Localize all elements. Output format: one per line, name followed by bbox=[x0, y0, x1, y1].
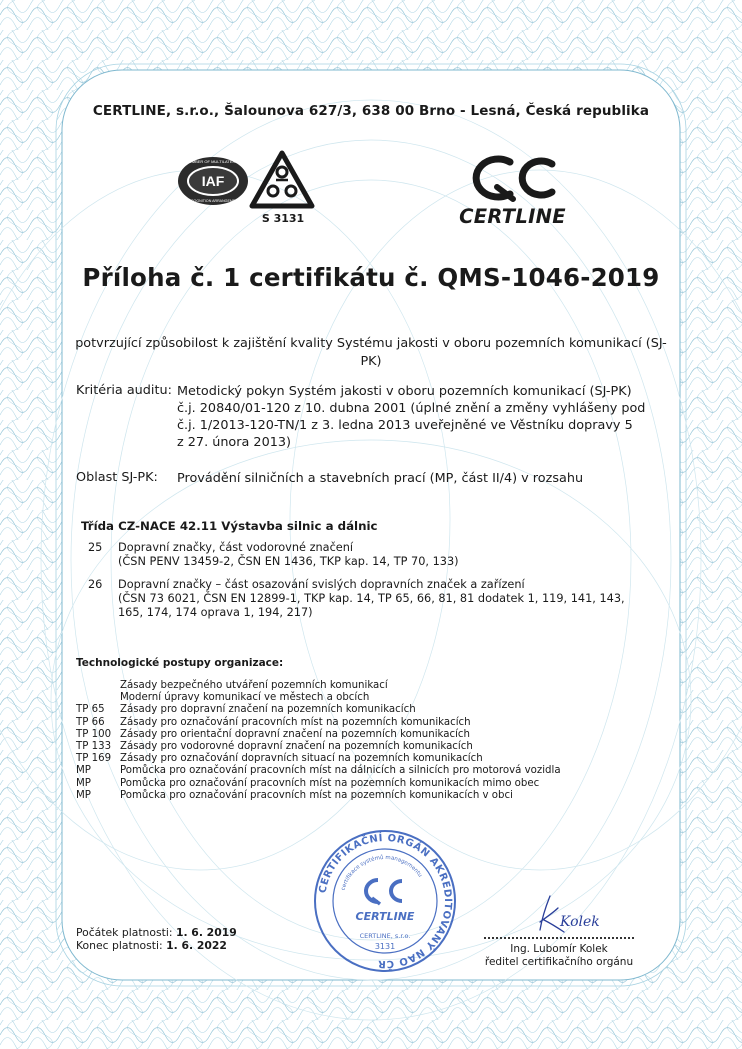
nace-item-code: 26 bbox=[88, 578, 103, 591]
iaf-ring-bottom: RECOGNITION ARRANGEMENT bbox=[185, 199, 241, 203]
procedure-text: Zásady pro orientační dopravní značení na pozemních komunikacích bbox=[120, 728, 470, 740]
criteria-label: Kritéria auditu: bbox=[76, 383, 172, 398]
iaf-logo-text: IAF bbox=[201, 173, 225, 189]
official-stamp bbox=[312, 828, 458, 974]
procedure-row bbox=[76, 790, 676, 802]
nace-item-text bbox=[118, 541, 658, 569]
procedure-row bbox=[76, 765, 676, 777]
stamp-number: 3131 bbox=[374, 942, 396, 951]
certline-brand-text: CERTLINE bbox=[459, 205, 566, 228]
procedure-text: Zásady bezpečného utváření pozemních komunikací bbox=[120, 680, 388, 691]
accreditation-number: S 3131 bbox=[261, 212, 305, 225]
issuer-header: CERTLINE, s.r.o., Šalounova 627/3, 638 00 Brno - Lesná, Česká republika bbox=[92, 103, 650, 119]
iaf-ring-top: MEMBER OF MULTILATERAL bbox=[185, 159, 241, 164]
criteria-line: z 27. února 2013) bbox=[177, 435, 291, 450]
validity-end-label: Konec platnosti: bbox=[76, 938, 163, 952]
procedure-text: Zásady pro dopravní značení na pozemních komunikacích bbox=[120, 704, 416, 716]
signatory-block bbox=[484, 943, 634, 968]
procedure-row bbox=[76, 753, 676, 765]
procedure-text: Zásady pro označování pracovních míst na pozemních komunikacích bbox=[120, 716, 471, 728]
scope-text: Provádění silničních a stavebních prací (MP, část II/4) v rozsahu bbox=[177, 471, 584, 486]
procedure-row bbox=[76, 692, 676, 704]
document-subtitle: potvrzující způsobilost k zajištění kvality Systému jakosti v oboru pozemních komunikací (SJ-PK) bbox=[75, 336, 667, 369]
nace-item-line: Dopravní značky, část vodorovné značení bbox=[118, 541, 354, 554]
procedure-row bbox=[76, 704, 676, 716]
validity-end-date: 1. 6. 2022 bbox=[166, 938, 227, 952]
validity-start-date: 1. 6. 2019 bbox=[175, 926, 237, 939]
handwritten-signature bbox=[530, 892, 610, 936]
procedure-code: MP bbox=[76, 765, 91, 777]
nace-heading: Třída CZ-NACE 42.11 Výstavba silnic a dálnic bbox=[81, 519, 378, 533]
validity-block bbox=[76, 927, 237, 952]
stamp-brand: CERTLINE bbox=[355, 910, 415, 923]
procedure-row bbox=[76, 778, 676, 790]
iaf-logo-icon bbox=[176, 155, 250, 207]
criteria-line: č.j. 20840/01-120 z 10. dubna 2001 (úplné znění a změny vyhlášeny pod bbox=[177, 401, 646, 416]
procedure-row bbox=[76, 717, 676, 729]
procedure-text: Pomůcka pro označování pracovních míst na pozemních komunikacích v obci bbox=[120, 789, 513, 801]
procedure-row bbox=[76, 729, 676, 741]
procedure-text: Zásady pro vodorovné dopravní značení na pozemních komunikacích bbox=[120, 741, 473, 753]
criteria-line: č.j. 1/2013-120-TN/1 z 3. ledna 2013 uveřejněné ve Věstníku dopravy 5 bbox=[177, 418, 633, 433]
nace-item-line: (ČSN PENV 13459-2, ČSN EN 1436, TKP kap. 14, TP 70, 133) bbox=[118, 555, 459, 568]
procedure-code bbox=[76, 680, 120, 692]
procedure-text: Pomůcka pro označování pracovních míst na dálnicích a silnicích pro motorová vozidla bbox=[120, 765, 561, 777]
procedure-code: MP bbox=[76, 789, 91, 801]
nace-item-line: 165, 174, 174 oprava 1, 194, 217) bbox=[118, 606, 313, 619]
signature-line bbox=[484, 937, 634, 939]
procedure-code: TP 133 bbox=[76, 741, 112, 753]
procedure-code: TP 100 bbox=[76, 728, 112, 740]
nace-item-line: Dopravní značky – část osazování svislých dopravních značek a zařízení bbox=[118, 578, 525, 591]
procedure-row bbox=[76, 680, 676, 692]
procedure-code bbox=[76, 692, 120, 704]
certline-qc-logo-icon bbox=[466, 153, 558, 203]
nace-item-line: (ČSN 73 6021, ČSN EN 12899-1, TKP kap. 14, TP 65, 66, 81, 81 dodatek 1, 119, 141, 143, bbox=[118, 592, 625, 605]
criteria-text bbox=[177, 383, 657, 451]
procedures-heading: Technologické postupy organizace: bbox=[76, 657, 284, 669]
nace-item-code: 25 bbox=[88, 541, 103, 554]
procedure-code: TP 66 bbox=[76, 716, 105, 728]
nace-item-text bbox=[118, 578, 678, 620]
validity-end bbox=[76, 940, 237, 953]
signatory-role: ředitel certifikačního orgánu bbox=[484, 955, 634, 968]
procedure-code: TP 65 bbox=[76, 704, 105, 716]
signatory-name: Ing. Lubomír Kolek bbox=[510, 943, 608, 955]
procedure-text: Pomůcka pro označování pracovních míst na pozemních komunikacích mimo obec bbox=[120, 777, 540, 789]
procedure-text: Moderní úpravy komunikací ve městech a obcích bbox=[120, 692, 370, 704]
procedure-code: MP bbox=[76, 777, 91, 789]
validity-start-label: Počátek platnosti: bbox=[76, 926, 173, 939]
criteria-line: Metodický pokyn Systém jakosti v oboru pozemních komunikací (SJ-PK) bbox=[177, 384, 632, 399]
procedures-list bbox=[76, 680, 676, 802]
scope-label: Oblast SJ-PK: bbox=[76, 470, 158, 485]
procedure-code: TP 169 bbox=[76, 753, 112, 765]
procedure-text: Zásady pro označování dopravních situací na pozemních komunikacích bbox=[120, 753, 483, 765]
accreditation-mark-icon bbox=[249, 150, 315, 210]
document-title: Příloha č. 1 certifikátu č. QMS-1046-2019 bbox=[82, 263, 660, 292]
stamp-outer-text: CERTIFIKAČNÍ ORGÁN AKREDITOVANÝ NAO ČR bbox=[317, 832, 454, 970]
stamp-company: CERTLINE, s.r.o. bbox=[359, 932, 411, 940]
signature-scribble: Kolek bbox=[560, 914, 600, 930]
procedure-row bbox=[76, 741, 676, 753]
stamp-inner-text: certifikace systémů managementu bbox=[340, 854, 423, 892]
